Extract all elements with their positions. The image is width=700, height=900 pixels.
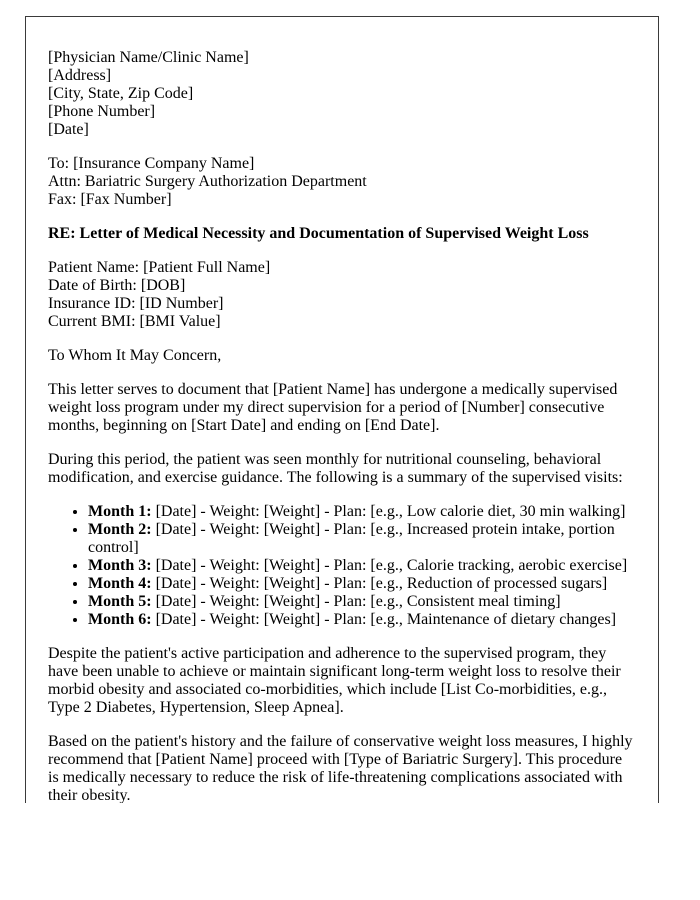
visit-detail: [Date] - Weight: [Weight] - Plan: [e.g., Low calorie diet, 30 min walking] (151, 503, 626, 520)
recipient-line: To: [Insurance Company Name] (48, 155, 255, 172)
recipient-line: Attn: Bariatric Surgery Authorization Department (48, 173, 367, 190)
sender-line: [Date] (48, 121, 89, 138)
visit-label: Month 5: (88, 593, 152, 610)
paragraph-visits-intro: During this period, the patient was seen monthly for nutritional counseling, behavioral modification, and exercise guidance. The following is a summary of the supervised visits: (48, 451, 623, 486)
visit-detail: [Date] - Weight: [Weight] - Plan: [e.g., Calorie tracking, aerobic exercise] (151, 557, 628, 574)
visit-label: Month 2: (88, 521, 152, 538)
patient-info-line: Current BMI: [BMI Value] (48, 313, 221, 330)
visit-label: Month 4: (88, 575, 152, 592)
paragraph-program: This letter serves to document that [Patient Name] has undergone a medically supervised weight loss program under my direct supervision for a period of [Number] consecutive months, beginning on [Start Date] and ending on [End Date]. (48, 381, 618, 434)
patient-info-block (48, 259, 636, 331)
sender-line: [Phone Number] (48, 103, 156, 120)
visit-item (88, 575, 636, 593)
visit-item (88, 557, 636, 575)
visit-item (88, 503, 636, 521)
sender-line: [Address] (48, 67, 112, 84)
visit-summary-list (48, 503, 636, 629)
sender-line: [Physician Name/Clinic Name] (48, 49, 249, 66)
visit-label: Month 3: (88, 557, 152, 574)
visit-label: Month 1: (88, 503, 152, 520)
letter-page (25, 16, 659, 803)
patient-info-line: Patient Name: [Patient Full Name] (48, 259, 271, 276)
patient-info-line: Insurance ID: [ID Number] (48, 295, 224, 312)
patient-info-line: Date of Birth: [DOB] (48, 277, 186, 294)
subject-line: RE: Letter of Medical Necessity and Documentation of Supervised Weight Loss (48, 225, 589, 242)
visit-detail: [Date] - Weight: [Weight] - Plan: [e.g., Reduction of processed sugars] (151, 575, 608, 592)
visit-item (88, 521, 636, 557)
paragraph-outcome: Despite the patient's active participation and adherence to the supervised program, they have been unable to achieve or maintain significant long-term weight loss to resolve their morbid obesity and associated co-morbidities, which include [List Co-morbidities, e.g., Type 2 Diabetes, Hypertension, Sleep Apnea]. (48, 645, 621, 716)
paragraph-recommendation: Based on the patient's history and the failure of conservative weight loss measures, I highly recommend that [Patient Name] proceed with [Type of Bariatric Surgery]. This procedure is medically necessary to reduce the risk of life-threatening complications associated with their obesity. (48, 733, 633, 803)
visit-item (88, 611, 636, 629)
visit-label: Month 6: (88, 611, 152, 628)
salutation: To Whom It May Concern, (48, 347, 222, 364)
visit-detail: [Date] - Weight: [Weight] - Plan: [e.g., Increased protein intake, portion control] (88, 521, 615, 556)
recipient-line: Fax: [Fax Number] (48, 191, 172, 208)
visit-item (88, 593, 636, 611)
visit-detail: [Date] - Weight: [Weight] - Plan: [e.g., Consistent meal timing] (151, 593, 561, 610)
recipient-block (48, 155, 636, 209)
sender-address-block (48, 49, 636, 139)
visit-detail: [Date] - Weight: [Weight] - Plan: [e.g., Maintenance of dietary changes] (151, 611, 617, 628)
sender-line: [City, State, Zip Code] (48, 85, 194, 102)
